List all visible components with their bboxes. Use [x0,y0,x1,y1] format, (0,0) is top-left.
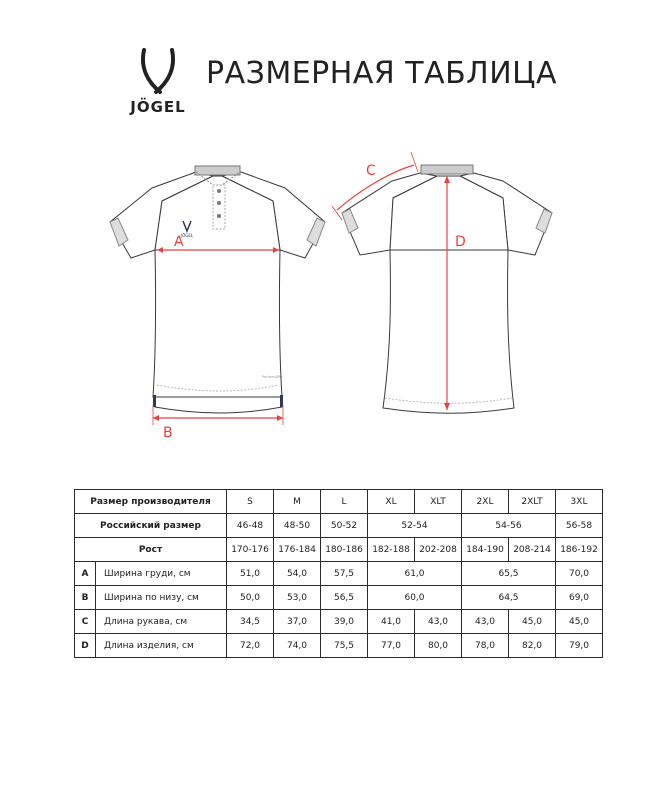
cell: 186-192 [556,538,603,562]
garment-diagrams [0,140,665,450]
cell: 37,0 [274,610,321,634]
size-xlt: XLT [415,490,462,514]
cell: 208-214 [509,538,556,562]
cell: 43,0 [462,610,509,634]
front-shirt-drawing [110,166,325,413]
cell: 57,5 [321,562,368,586]
cell: 53,0 [274,586,321,610]
size-3xl: 3XL [556,490,603,514]
hem-tag-text: PerformDRY [262,375,283,379]
cell: 170-176 [227,538,274,562]
cell: 180-186 [321,538,368,562]
cell: 45,0 [509,610,556,634]
size-2xlt: 2XLT [509,490,556,514]
brand-name: JÖGEL [130,98,186,116]
row-label: Длина рукава, см [96,610,227,634]
header-label: Размер производителя [75,490,227,514]
measure-label-c: C [366,163,376,179]
size-m: M [274,490,321,514]
cell: 45,0 [556,610,603,634]
cell: 74,0 [274,634,321,658]
cell: 70,0 [556,562,603,586]
cell: 50,0 [227,586,274,610]
cell: 41,0 [368,610,415,634]
cell: 80,0 [415,634,462,658]
russian-size-label: Российский размер [75,514,227,538]
cell: 39,0 [321,610,368,634]
table-row-a [75,562,603,586]
cell: 60,0 [368,586,462,610]
table-row-russian-size [75,514,603,538]
row-letter: A [75,562,96,586]
height-label: Рост [75,538,227,562]
size-xl: XL [368,490,415,514]
cell: 54-56 [462,514,556,538]
table-row-c [75,610,603,634]
cell: 82,0 [509,634,556,658]
cell: 61,0 [368,562,462,586]
measure-label-b: B [163,425,173,441]
cell: 79,0 [556,634,603,658]
cell: 34,5 [227,610,274,634]
cell: 50-52 [321,514,368,538]
row-letter: D [75,634,96,658]
cell: 69,0 [556,586,603,610]
cell: 56-58 [556,514,603,538]
cell: 75,5 [321,634,368,658]
table-row-b [75,586,603,610]
cell: 202-208 [415,538,462,562]
measure-label-a: A [174,234,184,250]
size-l: L [321,490,368,514]
table-row-manufacturer-size [75,490,603,514]
row-label: Ширина по низу, см [96,586,227,610]
row-label: Ширина груди, см [96,562,227,586]
size-s: S [227,490,274,514]
page-title: РАЗМЕРНАЯ ТАБЛИЦА [206,56,557,91]
size-chart-table [74,489,603,658]
cell: 176-184 [274,538,321,562]
cell: 65,5 [462,562,556,586]
table-row-d [75,634,603,658]
row-label: Длина изделия, см [96,634,227,658]
row-letter: B [75,586,96,610]
cell: 56,5 [321,586,368,610]
cell: 54,0 [274,562,321,586]
jogel-logo [118,48,198,118]
size-2xl: 2XL [462,490,509,514]
cell: 48-50 [274,514,321,538]
cell: 46-48 [227,514,274,538]
measure-label-d: D [455,234,466,250]
cell: 43,0 [415,610,462,634]
cell: 77,0 [368,634,415,658]
shirt-logo-text: JÖGEL [180,233,194,238]
cell: 52-54 [368,514,462,538]
cell: 184-190 [462,538,509,562]
table-row-height [75,538,603,562]
cell: 182-188 [368,538,415,562]
row-letter: C [75,610,96,634]
jogel-emblem-icon [130,48,186,96]
cell: 64,5 [462,586,556,610]
cell: 72,0 [227,634,274,658]
cell: 51,0 [227,562,274,586]
cell: 78,0 [462,634,509,658]
